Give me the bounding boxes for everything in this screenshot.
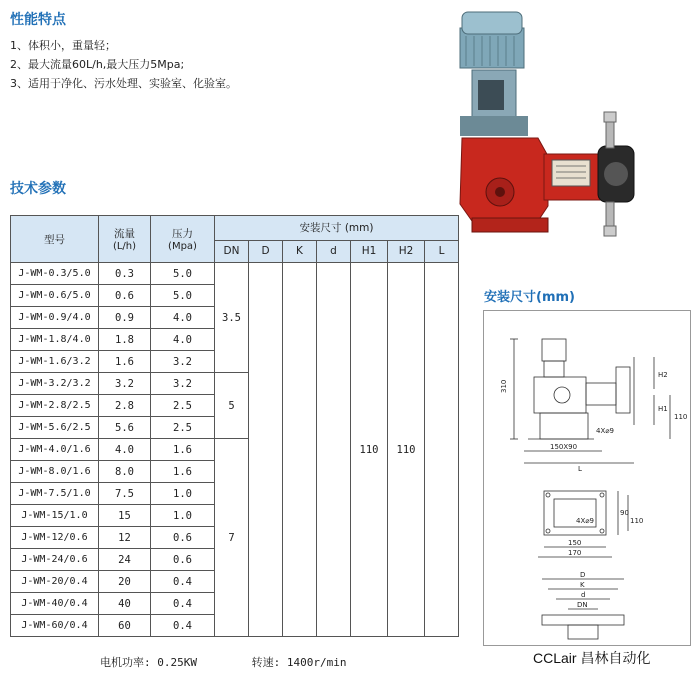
cell-pressure: 4.0 — [151, 307, 215, 329]
cell-dn: 3.5 — [215, 263, 249, 373]
cell-model: J-WM-0.3/5.0 — [11, 263, 99, 285]
cell-flow: 1.6 — [99, 351, 151, 373]
header-flow — [99, 216, 151, 263]
cell-model: J-WM-40/0.4 — [11, 593, 99, 615]
header-h2: H2 — [388, 240, 425, 262]
cell-dn: 5 — [215, 373, 249, 439]
header-pressure — [151, 216, 215, 263]
label-holes2: 4X⌀9 — [576, 517, 594, 525]
cell-pressure: 2.5 — [151, 395, 215, 417]
cell-model: J-WM-15/1.0 — [11, 505, 99, 527]
cell-model: J-WM-8.0/1.6 — [11, 461, 99, 483]
dimension-drawing — [483, 310, 691, 646]
header-k: K — [283, 240, 317, 262]
cell-model: J-WM-0.9/4.0 — [11, 307, 99, 329]
cell-flow: 2.8 — [99, 395, 151, 417]
cell-dn: 7 — [215, 439, 249, 637]
label-90: 90 — [620, 509, 629, 517]
header-flow-label: 流量 — [114, 228, 135, 240]
cell-pressure: 0.6 — [151, 549, 215, 571]
header-dn: DN — [215, 240, 249, 262]
cell-model: J-WM-7.5/1.0 — [11, 483, 99, 505]
dimension-drawing-svg — [484, 311, 690, 645]
label-h1: H1 — [658, 405, 668, 413]
header-flow-unit: (L/h) — [112, 241, 137, 252]
label-holes: 4X⌀9 — [596, 427, 614, 435]
header-d-upper: D — [249, 240, 283, 262]
header-h1: H1 — [351, 240, 388, 262]
cell-d-lower — [317, 263, 351, 637]
cell-h1: 110 — [351, 263, 388, 637]
cell-flow: 40 — [99, 593, 151, 615]
cell-model: J-WM-24/0.6 — [11, 549, 99, 571]
cell-flow: 5.6 — [99, 417, 151, 439]
label-h2: H2 — [658, 371, 668, 379]
pump-photo — [452, 6, 652, 244]
cell-flow: 1.8 — [99, 329, 151, 351]
cell-pressure: 0.4 — [151, 615, 215, 637]
feature-item: 2、最大流量60L/h,最大压力5Mpa; — [10, 58, 185, 71]
cell-model: J-WM-4.0/1.6 — [11, 439, 99, 461]
cell-flow: 20 — [99, 571, 151, 593]
label-k: K — [580, 581, 585, 589]
label-l: L — [578, 465, 582, 473]
cell-pressure: 1.6 — [151, 439, 215, 461]
brand-logo: CCLair 昌林自动化 — [533, 650, 651, 666]
features-title: 性能特点 — [10, 12, 66, 28]
cell-pressure: 0.4 — [151, 571, 215, 593]
cell-pressure: 0.4 — [151, 593, 215, 615]
specs-title: 技术参数 — [10, 181, 66, 197]
cell-flow: 8.0 — [99, 461, 151, 483]
cell-flow: 0.9 — [99, 307, 151, 329]
cell-flow: 24 — [99, 549, 151, 571]
cell-h2: 110 — [388, 263, 425, 637]
cell-pressure: 3.2 — [151, 373, 215, 395]
cell-k — [283, 263, 317, 637]
header-pressure-unit: (Mpa) — [168, 241, 197, 252]
label-150: 150 — [568, 539, 582, 547]
cell-pressure: 0.6 — [151, 527, 215, 549]
header-model: 型号 — [11, 216, 99, 263]
spec-table — [10, 215, 459, 637]
cell-pressure: 3.2 — [151, 351, 215, 373]
cell-model: J-WM-0.6/5.0 — [11, 285, 99, 307]
motor-power: 电机功率: 0.25KW — [100, 656, 197, 669]
cell-flow: 15 — [99, 505, 151, 527]
label-110b: 110 — [630, 517, 644, 525]
cell-flow: 0.3 — [99, 263, 151, 285]
label-base: 150X90 — [550, 443, 578, 451]
cell-flow: 7.5 — [99, 483, 151, 505]
table-row — [11, 263, 459, 285]
drawing-title: 安装尺寸(mm) — [484, 290, 575, 305]
cell-model: J-WM-3.2/3.2 — [11, 373, 99, 395]
cell-pressure: 4.0 — [151, 329, 215, 351]
feature-item: 3、适用于净化、污水处理、实验室、化验室。 — [10, 77, 237, 90]
label-d-lower: d — [581, 591, 586, 599]
cell-flow: 3.2 — [99, 373, 151, 395]
motor-speed: 转速: 1400r/min — [251, 656, 347, 669]
cell-model: J-WM-20/0.4 — [11, 571, 99, 593]
cell-pressure: 2.5 — [151, 417, 215, 439]
label-dn: DN — [577, 601, 588, 609]
cell-pressure: 5.0 — [151, 263, 215, 285]
header-pressure-label: 压力 — [172, 228, 193, 240]
cell-model: J-WM-5.6/2.5 — [11, 417, 99, 439]
header-d-lower: d — [317, 240, 351, 262]
cell-l — [425, 263, 459, 637]
cell-model: J-WM-2.8/2.5 — [11, 395, 99, 417]
cell-model: J-WM-12/0.6 — [11, 527, 99, 549]
cell-flow: 0.6 — [99, 285, 151, 307]
cell-model: J-WM-60/0.4 — [11, 615, 99, 637]
label-170: 170 — [568, 549, 582, 557]
features-list — [10, 36, 237, 93]
label-d-upper: D — [580, 571, 586, 579]
cell-flow: 4.0 — [99, 439, 151, 461]
motor-info — [100, 654, 394, 670]
feature-item: 1、体积小，重量轻； — [10, 39, 116, 52]
header-l: L — [425, 240, 459, 262]
cell-flow: 12 — [99, 527, 151, 549]
cell-model: J-WM-1.6/3.2 — [11, 351, 99, 373]
cell-pressure: 1.6 — [151, 461, 215, 483]
label-310: 310 — [500, 379, 508, 393]
label-110: 110 — [674, 413, 688, 421]
cell-d-upper — [249, 263, 283, 637]
cell-pressure: 1.0 — [151, 505, 215, 527]
cell-pressure: 5.0 — [151, 285, 215, 307]
cell-flow: 60 — [99, 615, 151, 637]
header-install: 安装尺寸 (mm) — [215, 216, 459, 241]
cell-pressure: 1.0 — [151, 483, 215, 505]
cell-model: J-WM-1.8/4.0 — [11, 329, 99, 351]
